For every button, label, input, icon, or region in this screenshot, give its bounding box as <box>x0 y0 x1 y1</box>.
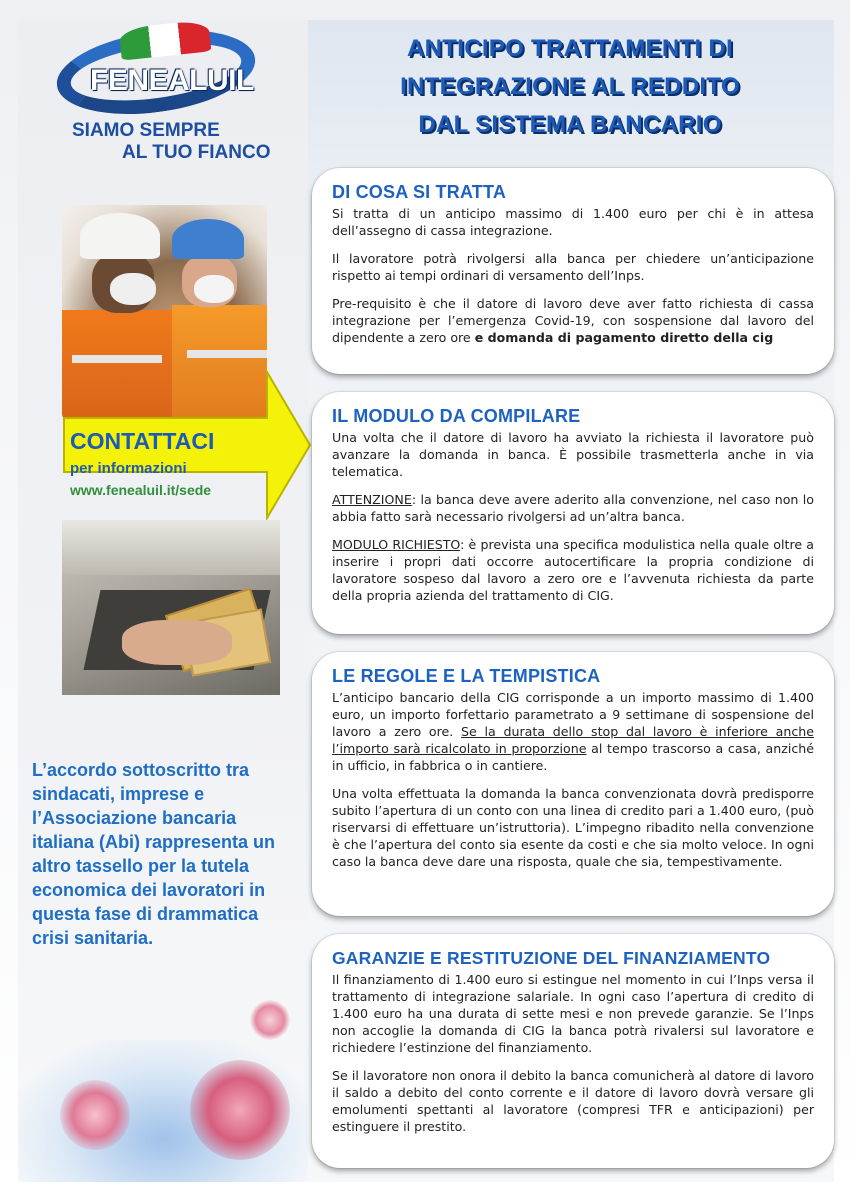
paragraph-text: al tempo trascorso a casa, anziché in ufficio, in fabbrica o in cantiere. <box>332 741 814 773</box>
required-form-label: MODULO RICHIESTO <box>332 537 461 552</box>
attention-label: ATTENZIONE <box>332 492 412 507</box>
virus-icon <box>190 1060 290 1160</box>
title-line-1: ANTICIPO TRATTAMENTI DI <box>407 35 733 62</box>
title-line-3: DAL SISTEMA BANCARIO <box>418 111 722 138</box>
slogan <box>72 120 302 164</box>
section-paragraph <box>332 536 814 604</box>
section-regole-e-tempistica <box>312 652 834 916</box>
section-title: DI COSA SI TRATTA <box>332 182 507 202</box>
section-garanzie-e-restituzione <box>312 934 834 1168</box>
page-title <box>320 30 820 144</box>
contact-link[interactable]: www.fenealuil.it/sede <box>70 482 212 498</box>
section-paragraph <box>332 689 814 774</box>
section-paragraph: Se il lavoratore non onora il debito la banca comunicherà al datore di lavoro il saldo a debito del conto corrente e il datore di lavoro dovrà versare gli emolumenti spettanti al lavoratore (compresi TFR e anticipazioni) per estinguere il prestito. <box>332 1068 814 1134</box>
section-paragraph: Il finanziamento di 1.400 euro si estingue nel momento in cui l’Inps versa il trattamento di integrazione salariale. In ogni caso l’apertura di credito di 1.400 euro ha una durata di sette mesi e non prevede garanzie. Se l’Inps non accoglie la domanda di CIG la banca potrà rivalersi sul lavoratore e richiedere l’estinzione del finanziamento. <box>332 972 814 1055</box>
bank-money-photo <box>62 520 280 695</box>
section-paragraph: Una volta effettuata la domanda la banca convenzionata dovrà predisporre subito l’apertura di un conto con una linea di credito pari a 1.400 euro, (può riservarsi di effettuare un’istruttoria). L’impegno ribadito nella convenzione è che l’apertura del conto sia esente da costi e che sia molto veloce. In ogni caso la banca deve dare una risposta, quale che sia, tempestivamente. <box>332 786 814 869</box>
section-title: GARANZIE E RESTITUZIONE DEL FINANZIAMENTO <box>332 948 771 968</box>
section-modulo-da-compilare <box>312 392 834 634</box>
logo-text <box>90 64 254 98</box>
title-line-2: INTEGRAZIONE AL REDDITO <box>400 73 740 100</box>
logo-text-uil: UIL <box>207 64 254 97</box>
section-di-cosa-si-tratta <box>312 168 834 374</box>
section-paragraph: Una volta che il datore di lavoro ha avviato la richiesta il lavoratore può avanzare la domanda in banca. È possibile trasmetterla anche in via telematica. <box>332 430 814 479</box>
contact-subtitle: per informazioni <box>70 460 187 477</box>
logo-text-feneal: FENEAL <box>90 64 207 97</box>
slogan-line-1: SIAMO SEMPRE <box>72 120 220 141</box>
virus-icon <box>250 1000 290 1040</box>
section-title: IL MODULO DA COMPILARE <box>332 406 581 426</box>
virus-icon <box>60 1080 130 1150</box>
paragraph-text: : è prevista una specifica modulistica nella quale oltre a inserire i propri dati occorre autocertificare la propria condizione di lavoratore sospeso dal lavoro a zero ore e l’avvenuta richiesta da parte della propria azienda del trattamento di CIG. <box>332 537 814 603</box>
paragraph-text: L’anticipo bancario della CIG corrisponde a un importo massimo di 1.400 euro, un importo forfettario parametrato a 9 settimane di sospensione del lavoro a zero ore. <box>332 690 814 739</box>
paragraph-underlined-text: Se la durata dello stop dal lavoro è inferiore anche l’importo sarà ricalcolato in proporzione <box>332 724 814 756</box>
paragraph-text: : la banca deve avere aderito alla convenzione, nel caso non lo abbia fatto sarà necessario rivolgersi ad un’altra banca. <box>332 492 814 524</box>
section-title: LE REGOLE E LA TEMPISTICA <box>332 666 601 686</box>
section-paragraph <box>332 295 814 346</box>
paragraph-text: Pre-requisito è che il datore di lavoro deve aver fatto richiesta di cassa integrazione per l’emergenza Covid-19, con sospensione dal lavoro del dipendente a zero ore <box>332 296 814 345</box>
paragraph-bold-text: e domanda di pagamento diretto della cig <box>474 330 774 345</box>
section-paragraph: Si tratta di un anticipo massimo di 1.400 euro per chi è in attesa dell’assegno di cassa integrazione. <box>332 206 814 238</box>
fenealuil-logo <box>50 24 280 119</box>
section-paragraph <box>332 491 814 525</box>
agreement-quote: L’accordo sottoscritto tra sindacati, imprese e l’Associazione bancaria italiana (Abi) rappresenta un altro tassello per la tutela economica dei lavoratori in questa fase di drammatica crisi sanitaria. <box>32 760 276 948</box>
contact-title: CONTATTACI <box>70 428 215 454</box>
section-paragraph: Il lavoratore potrà rivolgersi alla banca per chiedere un’anticipazione rispetto ai tempi ordinari di versamento dell’Inps. <box>332 251 814 283</box>
slogan-line-2: AL TUO FIANCO <box>122 142 271 163</box>
